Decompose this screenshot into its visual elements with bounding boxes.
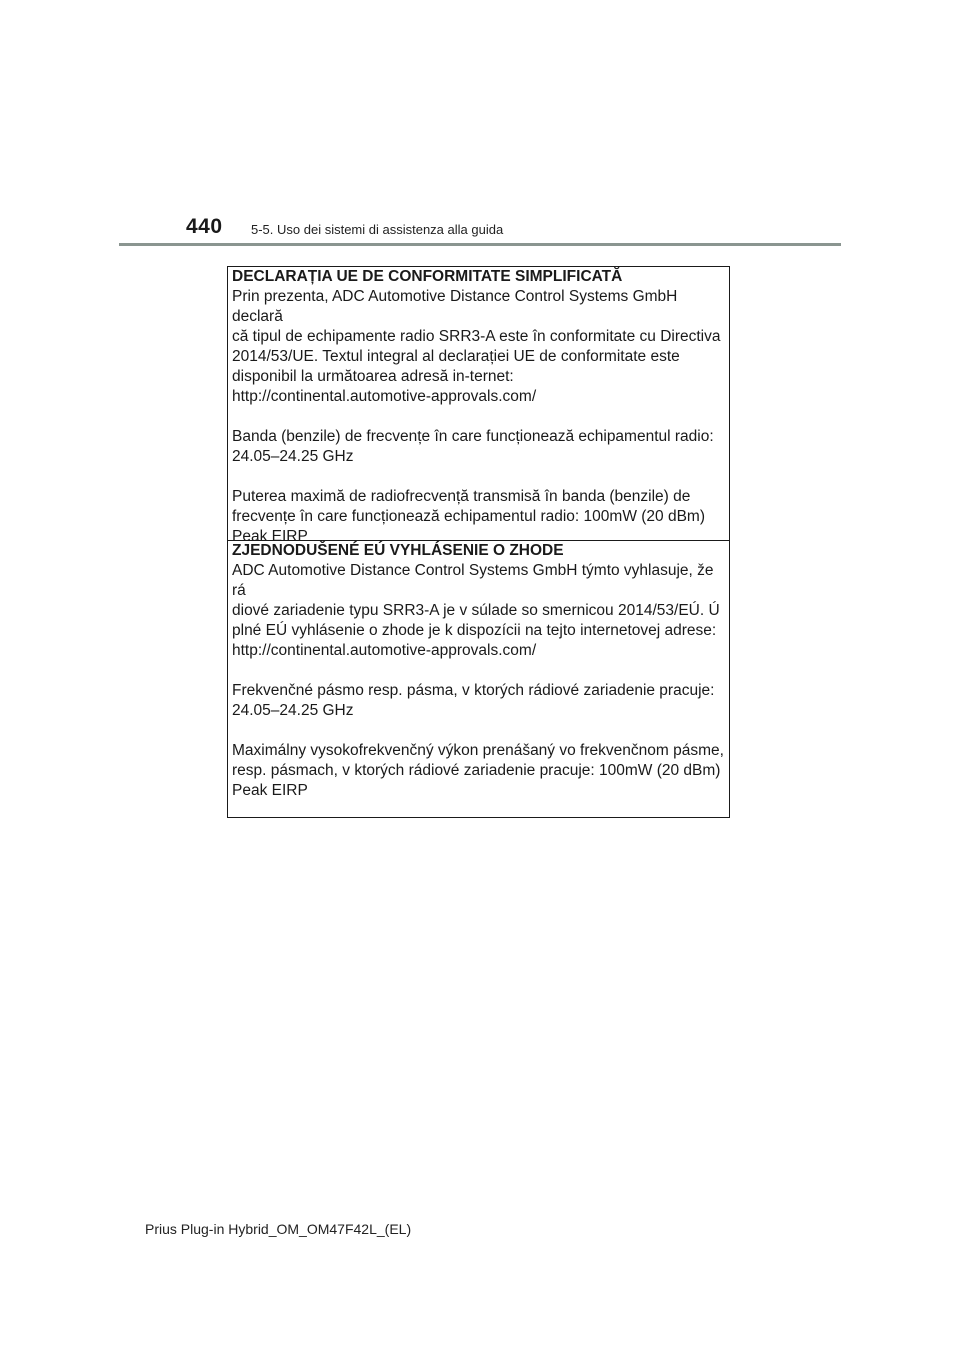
page-number: 440: [186, 215, 223, 238]
header-rule: [119, 243, 841, 246]
romanian-declaration-text: Prin prezenta, ADC Automotive Distance Control Systems GmbH declară că tipul de echipamente radio SRR3-A este în conformitate cu Directiva 2014/53/UE. Textul integral al declarației UE de conformitate este disponibil la următoarea adresă in-ternet: http://continental.automotive-approvals.com/: [232, 288, 721, 405]
romanian-declaration-box: [227, 266, 730, 545]
spacer: [232, 661, 729, 681]
romanian-declaration-title: DECLARAȚIA UE DE CONFORMITATE SIMPLIFICATĂ: [232, 268, 623, 285]
slovak-declaration-box: [227, 540, 730, 818]
romanian-frequency-band-text: Banda (benzile) de frecvențe în care funcționează echipamentul radio: 24.05–24.25 GHz: [232, 428, 714, 465]
footer-document-id: Prius Plug-in Hybrid_OM_OM47F42L_(EL): [145, 1221, 412, 1237]
spacer: [232, 721, 729, 741]
spacer: [232, 407, 729, 427]
slovak-declaration-text: ADC Automotive Distance Control Systems GmbH týmto vyhlasuje, že rá diové zariadenie typu SRR3-A je v súlade so smernicou 2014/53/EÚ. Ú plné EÚ vyhlásenie o zhode je k dispozícii na tejto internetovej adrese: http://continental.automotive-approvals.com/: [232, 562, 720, 659]
slovak-declaration-title: ZJEDNODUŠENÉ EÚ VYHLÁSENIE O ZHODE: [232, 542, 564, 559]
section-title: 5-5. Uso dei sistemi di assistenza alla guida: [251, 222, 504, 237]
romanian-max-power-text: Puterea maximă de radiofrecvență transmisă în banda (benzile) de frecvențe în care funcționează echipamentul radio: 100mW (20 dBm) Peak EIRP: [232, 488, 705, 545]
slovak-max-power-text: Maximálny vysokofrekvenčný výkon prenášaný vo frekvenčnom pásme, resp. pásmach, v ktorých rádiové zariadenie pracuje: 100mW (20 dBm) Peak EIRP: [232, 742, 724, 799]
slovak-frequency-band-text: Frekvenčné pásmo resp. pásma, v ktorých rádiové zariadenie pracuje: 24.05–24.25 GHz: [232, 682, 715, 719]
spacer: [232, 467, 729, 487]
